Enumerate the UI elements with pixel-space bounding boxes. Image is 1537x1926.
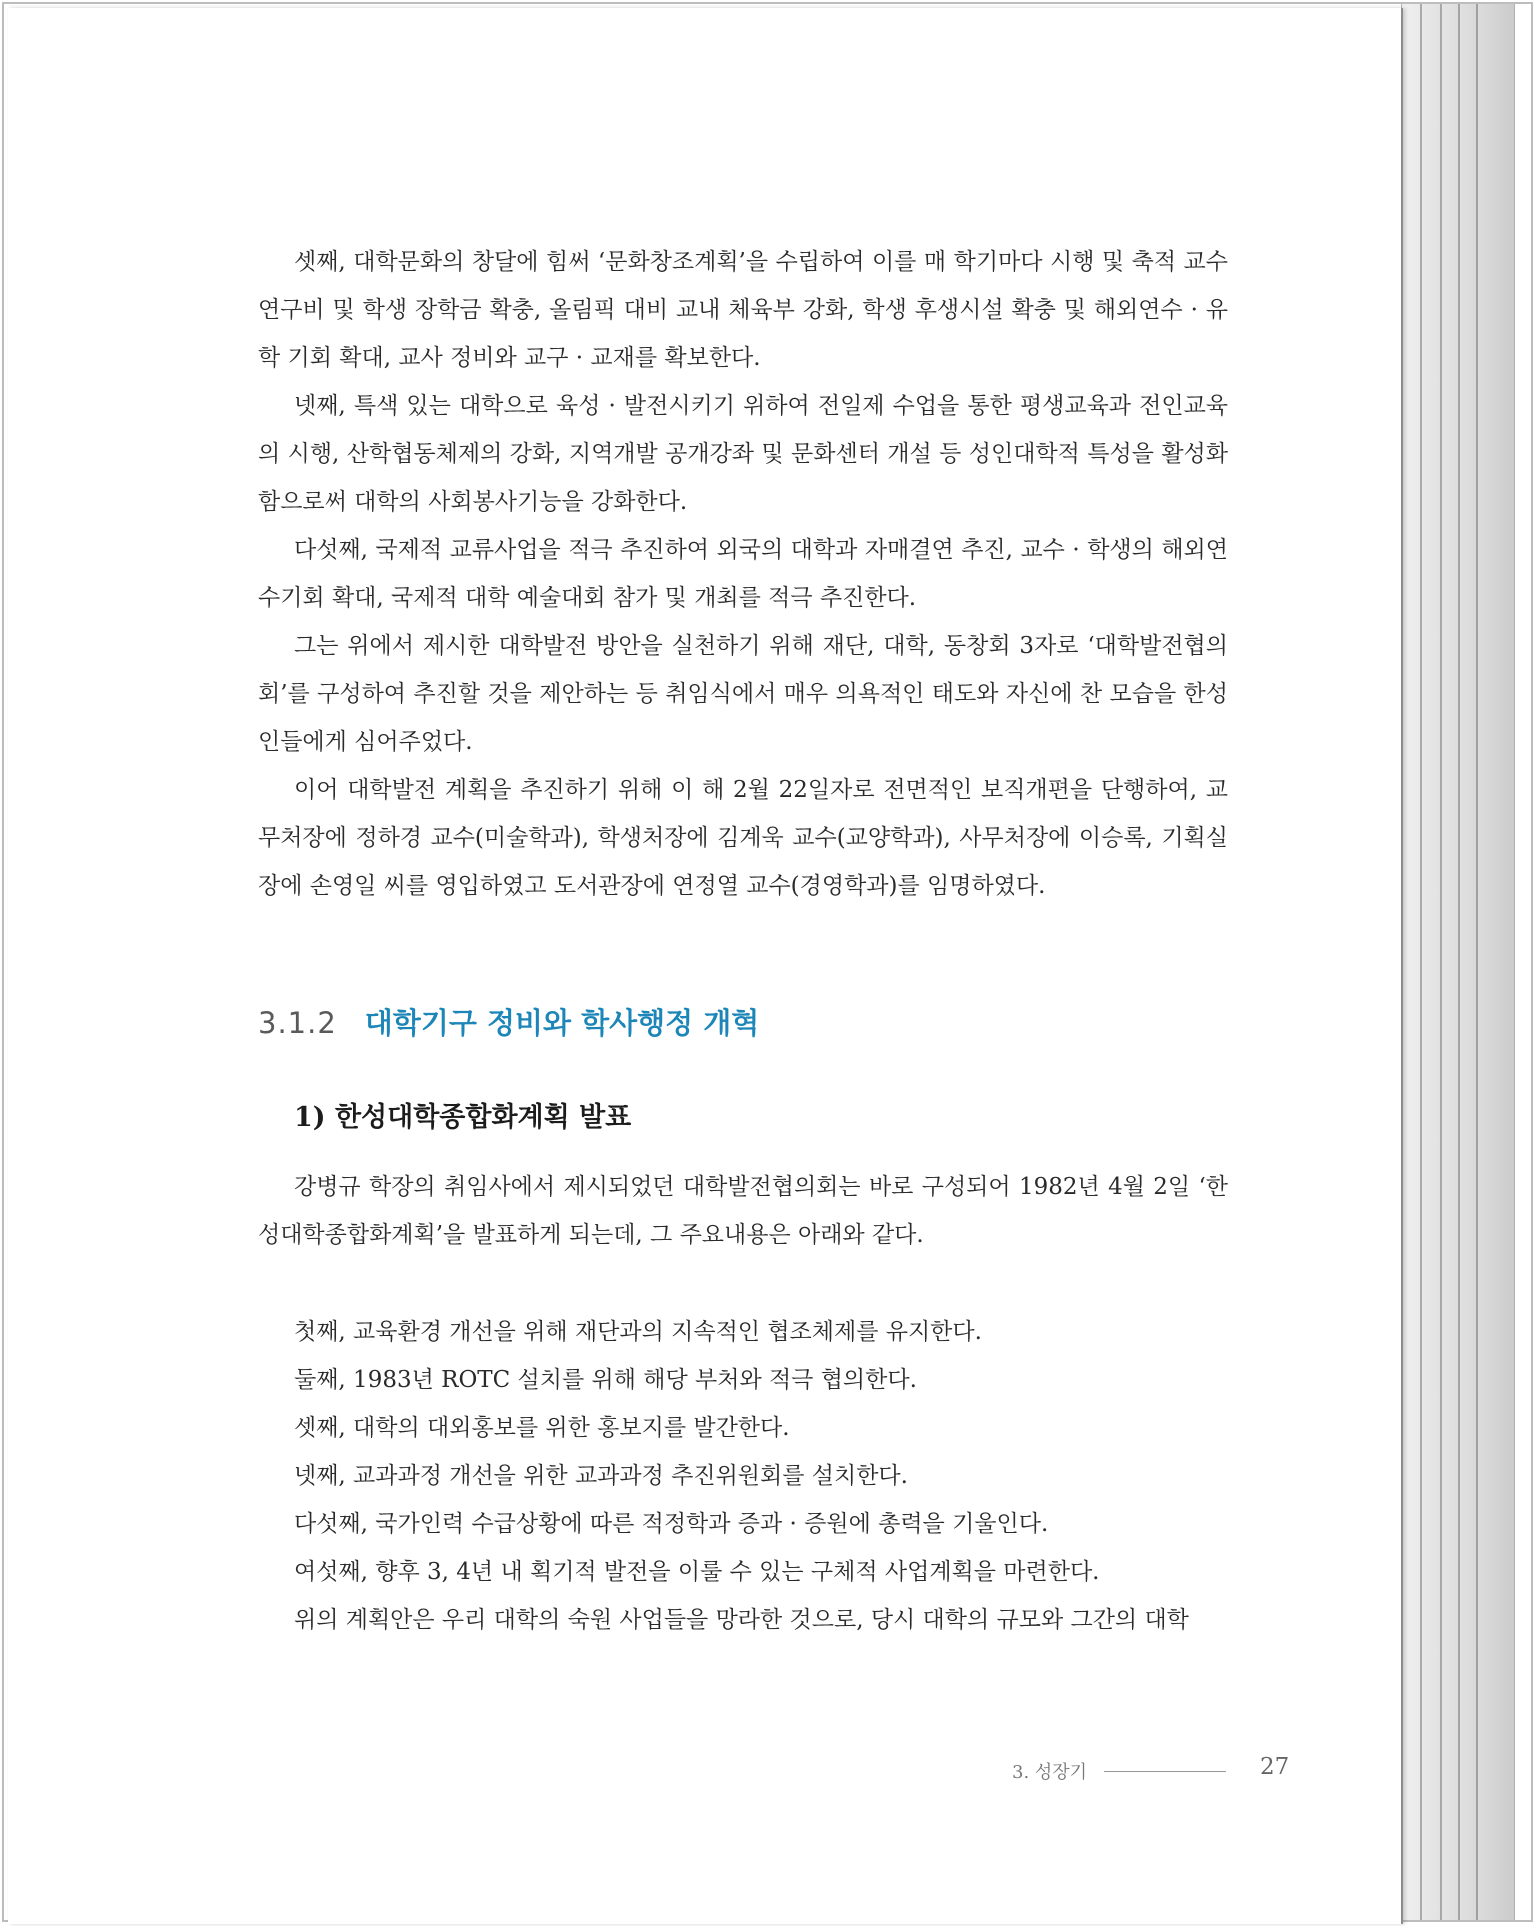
intro-paragraph: 강병규 학장의 취임사에서 제시되었던 대학발전협의회는 바로 구성되어 1982년 4월 2일 ‘한성대학종합화계획’을 발표하게 되는데, 그 주요내용은 아래와 같다. (258, 1174, 1228, 1248)
plan-item: 여섯째, 향후 3, 4년 내 획기적 발전을 이룰 수 있는 구체적 사업계획을 마련한다. (294, 1559, 1100, 1585)
subsection-heading: 1) 한성대학종합화계획 발표 (294, 1102, 632, 1133)
paragraph: 넷째, 특색 있는 대학으로 육성 · 발전시키기 위하여 전일제 수업을 통한 평생교육과 전인교육의 시행, 산학협동체제의 강화, 지역개발 공개강좌 및 문화센터 개설 등 성인대학적 특성을 활성화함으로써 대학의 사회봉사기능을 강화한다. (258, 393, 1228, 515)
intro-block (258, 1163, 1228, 1259)
paragraph: 다섯째, 국제적 교류사업을 적극 추진하여 외국의 대학과 자매결연 추진, 교수 · 학생의 해외연수기회 확대, 국제적 대학 예술대회 참가 및 개최를 적극 추진한다. (258, 537, 1228, 611)
footer-rule (1104, 1771, 1226, 1772)
page-stack-edge (1476, 4, 1515, 1920)
plan-item: 넷째, 교과과정 개선을 위한 교과과정 추진위원회를 설치한다. (294, 1463, 908, 1489)
plan-item: 다섯째, 국가인력 수급상황에 따른 적정학과 증과 · 증원에 총력을 기울인다. (294, 1511, 1049, 1537)
outer-frame (2, 2, 1533, 1922)
plan-item: 둘째, 1983년 ROTC 설치를 위해 해당 부처와 적극 협의한다. (294, 1367, 917, 1393)
section-number: 3.1.2 (258, 1006, 337, 1040)
plan-item: 첫째, 교육환경 개선을 위해 재단과의 지속적인 협조체제를 유지한다. (294, 1319, 982, 1345)
plan-item: 셋째, 대학의 대외홍보를 위한 홍보지를 발간한다. (294, 1415, 790, 1441)
plan-list (258, 1308, 1228, 1644)
page-number: 27 (1260, 1754, 1290, 1780)
body-section-top (258, 238, 1228, 910)
footer-chapter: 3. 성장기 (1012, 1762, 1088, 1783)
paragraph: 셋째, 대학문화의 창달에 힘써 ‘문화창조계획’을 수립하여 이를 매 학기마다 시행 및 축적 교수 연구비 및 학생 장학금 확충, 올림픽 대비 교내 체육부 강화, 학생 후생시설 확충 및 해외연수 · 유학 기회 확대, 교사 정비와 교구 · 교재를 확보한다. (258, 249, 1228, 371)
section-heading (258, 1001, 759, 1042)
book-page (8, 8, 1403, 1924)
paragraph: 이어 대학발전 계획을 추진하기 위해 이 해 2월 22일자로 전면적인 보직개편을 단행하여, 교무처장에 정하경 교수(미술학과), 학생처장에 김계욱 교수(교양학과), 사무처장에 이승록, 기획실장에 손영일 씨를 영입하였고 도서관장에 연정열 교수(경영학과)를 임명하였다. (258, 777, 1228, 899)
paragraph: 그는 위에서 제시한 대학발전 방안을 실천하기 위해 재단, 대학, 동창회 3자로 ‘대학발전협의회’를 구성하여 추진할 것을 제안하는 등 취임식에서 매우 의욕적인 태도와 자신에 찬 모습을 한성인들에게 심어주었다. (258, 633, 1228, 755)
closing-paragraph: 위의 계획안은 우리 대학의 숙원 사업들을 망라한 것으로, 당시 대학의 규모와 그간의 대학 (294, 1607, 1189, 1633)
section-title: 대학기구 정비와 학사행정 개혁 (364, 1006, 760, 1040)
